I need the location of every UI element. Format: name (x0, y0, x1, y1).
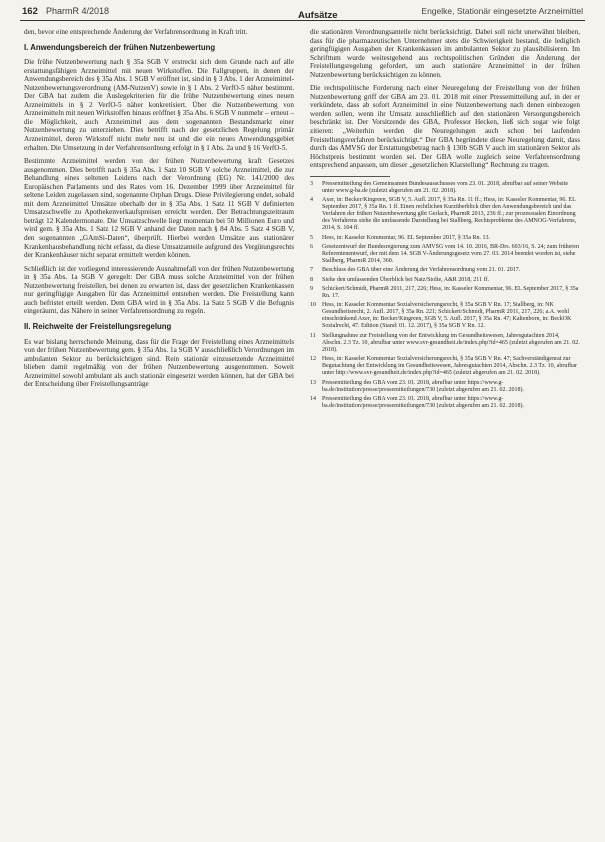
footnote-text: Pressemitteilung des GBA vom 23. 01. 2018, abrufbar unter https://www.g-ba.de/institution/presse/pressemitteilungen/730 (zuletzt abgerufen am 21. 02. 2018). (322, 396, 524, 410)
footnote (310, 267, 580, 274)
footnote (310, 380, 580, 394)
footnote-number: 4 (310, 197, 313, 204)
section-heading: I. Anwendungsbereich der frühen Nutzenbewertung (24, 42, 216, 52)
footnote (310, 286, 580, 300)
page-number: 162 (22, 6, 38, 17)
footnote-text: Beschluss des GBA über eine Änderung der Verfahrensordnung vom 21. 01. 2017. (322, 267, 521, 274)
footnote-number: 9 (310, 286, 313, 293)
footnote-number: 10 (310, 302, 316, 309)
paragraph: Die frühe Nutzenbewertung nach § 35a SGB V erstreckt sich dem Grunde nach auf alle erstattungsfähigen Arzneimittel mit neuen Wirkstoffen. Die Fallgruppen, in denen der Anwendungsbereich des § 35a Abs. 1 SGB V eröffnet ist, sind in § 3 Abs. 1 der Arzneimittel-Nutzenbewertungsverordnung (AM-NutzenV) sowie in § 1 Abs. 2 VerfO-5 näher bestimmt. Der GBA hat zudem die Auslegekriterien für die frühe Nutzenbewertung eines neuen Arzneimittels in § 2 VerfO-5 näher konkretisiert. Über die Nutzenbewertung von Arzneimitteln mit neuen Wirkstoffen hinaus eröffnet § 35a Abs. 6 SGB V nunmehr – erneut – die Möglichkeit, auch Arzneimittel aus dem sogenannten Bestandsmarkt einer Nutzenbewertung zu unterziehen. Dies betrifft nach der gesetzlichen Regelung primär Arzneimittel, deren Wirkstoff nicht mehr neu ist und die ein neues Anwendungsgebiet erhalten. Die Umsetzung in der Verfahrensordnung erfolgt in § 1 Abs. 2a und § 16 VerfO-5. (24, 58, 294, 152)
footnote (310, 396, 580, 410)
journal-name: PharmR 4/2018 (46, 6, 110, 16)
section-title: Aufsätze (298, 10, 338, 21)
footnote (310, 244, 580, 265)
paragraph: Es war bislang herrschende Meinung, dass für die Frage der Freistellung eines Arzneimittels von der frühen Nutzenbewertung gem. § 35a Abs. 1a SGB V ausschließlich Verordnungen im ambulanten Sektor zu berücksichtigen sind. Rein stationär einzusetzende Arzneimittel blieben damit regelmäßig von der frühen Nutzenbewertung ausgenommen. Soweit Arzneimittel sowohl ambulant als auch stationär eingesetzt werden können, hat der GBA bei der Entscheidung über Freistellungsanträge (24, 337, 294, 389)
header-rule (20, 20, 585, 21)
footnote-text: Pressemitteilung des Gemeinsamen Bundesausschusses vom 23. 01. 2018, abrufbar auf seiner Website unter www.g-ba.de (zuletzt abgerufen am 21. 02. 2018). (322, 180, 569, 194)
footnote (310, 235, 580, 242)
footnote (310, 181, 580, 195)
footnote-number: 13 (310, 379, 316, 386)
paragraph: die stationären Verordnungsanteile nicht berücksichtigt. Dabei soll nicht unerwähnt bleiben, dass für die pharmazeutischen Unternehmer stets die Schwierigkeit bestand, die lediglich geringfügigen Ausgaben der Krankenkassen im ambulanten Sektor zu plausibilisieren. Im Schrifttum wurde weitestgehend aus rechtspolitischen Gründen die Änderung der Freistellungsregelung gefordert, um auch stationäre Arzneimittel in der frühen Nutzenbewertung berücksichtigen zu können. (310, 28, 580, 79)
footnote-text: Axer, in: Becker/Kingreen, SGB V, 5. Aufl. 2017, § 35a Rn. 11 ff.; Hess, in: Kasseler Kommentar, 96. EL September 2017, § 35a Rn. 1 ff. Einen rechtlichen Kurzüberblick über den Anwendungsbereich und das Verfahren der frühen Nutzenbewertung gibt Gerlach, PharmR 2013, 236 ff.; zur prozessualen Einordnung des Verfahrens siehe die umfassende Darstellung bei Stallberg, Rechtsprobleme des AMNOG-Verfahrens, 2014, S. 104 ff. (322, 197, 577, 232)
article-running-title: Engelke, Stationär eingesetzte Arzneimittel (421, 6, 583, 16)
footnote-number: 11 (310, 332, 316, 339)
left-column (24, 28, 294, 394)
footnote-text: Siehe den umfassenden Überblick bei Natz/Stolte, A&R 2018, 211 ff. (322, 276, 489, 283)
footnote-list (310, 181, 580, 410)
paragraph: den, bevor eine entsprechende Änderung der Verfahrensordnung in Kraft tritt. (24, 28, 248, 36)
footnote (310, 356, 580, 377)
footnote (310, 277, 580, 284)
footnote (310, 333, 580, 354)
footnote (310, 197, 580, 232)
footnote-text: Stellungnahme zur Freistellung von der Entwicklung im Gesundheitswesen, Jahresgutachten 2014, Abschn. 2.3 Tz. 10, abrufbar unter www.svr-gesundheit.de/index.php?id=465 (zuletzt abgerufen am 21. 02. 2018). (322, 332, 580, 353)
footnote-text: Hess, in: Kasseler Kommentar Sozialversicherungsrecht, § 35a SGB V Rn. 47; Sachverständigenrat zur Begutachtung der Entwicklung im Gesundheitswesen, Jahresgutachten 2014, Abschn. 2.3 Tz. 10, abrufbar unter http://www.svr-gesundheit.de/index.php?id=465 (zuletzt abgerufen am 21. 02. 2018). (322, 356, 577, 377)
footnote-number: 14 (310, 396, 316, 403)
footnote-number: 6 (310, 243, 313, 250)
section-heading: II. Reichweite der Freistellungsregelung (24, 321, 172, 331)
footnote-number: 7 (310, 267, 313, 274)
footnote-text: Pressemitteilung des GBA vom 23. 01. 2018, abrufbar unter https://www.g-ba.de/institution/presse/pressemitteilungen/730 (zuletzt abgerufen am 21. 02. 2018). (322, 379, 524, 393)
paragraph: Bestimmte Arzneimittel werden von der frühen Nutzenbewertung kraft Gesetzes ausgenommen. Dies betrifft nach § 35a Abs. 1 Satz 10 SGB V solche Arzneimittel, die zur Behandlung eines seltenen Leidens nach der Verordnung (EG) Nr. 141/2000 des Europäischen Parlaments und des Rates vom 16. Dezember 1999 über Arzneimittel für seltene Leiden zugelassen sind, sogenannte Orphan Drugs. Diese Privilegierung endet, sobald mit dem Arzneimittel Umsätze oberhalb der in § 35a Abs. 1 Satz 11 SGB V definierten Umsatzschwelle zu Apothekenverkaufspreisen erreicht werden. Der Betrachtungszeitraum beträgt 12 Kalendermonate. Die Umsatzschwelle liegt momentan bei 50 Millionen Euro und wird gem. § 35a Abs. 1 Satz 12 SGB V anhand der Daten nach § 84 Abs. 5 Satz 4 SGB V, den sogenannten „GAmSi-Daten“, überprüft. Hierbei werden Umsätze aus stationärer Krankenhausbehandlung nicht erfasst, da diese Umsatzanteile aufgrund des Vergütungsrechts der Krankenhäuser nicht separat ermittelt werden können. (24, 157, 294, 260)
paragraph: Die rechtspolitische Forderung nach einer Neuregelung der Freistellung von der frühen Nutzenbewertung griff der GBA am 23. 01. 2018 mit einer Pressemitteilung auf, in der er verkündete, dass ab sofort Arzneimittel in eine Nutzenbewertung nach denen einbezogen werden sollen, wenn ihr Umsatz ausschließlich auf den stationären Versorgungsbereich beschränkt ist. Der Vorsitzende des GBA, Professor Hecken, ließ sich sogar wie folgt zitieren: „Weiterhin werden die Neuregelungen auch schon bei laufenden Freistellungsverfahren berücksichtigt.“ Der GBA begründete diese Neuregelung damit, dass durch das AMVSG der Erstattungsbetrag nach § 130b SGB V auch im stationären Sektor als Höchstpreis bestimmt worden sei. Der GBA wolle zugleich seine Verfahrensordnung entsprechend anpassen, um dieser „gesetzlichen Klarstellung“ Rechnung zu tragen. (310, 84, 580, 170)
footnote-number: 12 (310, 356, 316, 363)
footnote-text: Hess, in: Kasseler Kommentar Sozialversicherungsrecht, § 35a SGB V Rn. 17; Stallberg, in: NK Gesundheitsrecht, 2. Aufl. 2017, § 35a Rn. 221; Schickert/Schmidt, PharmR 2011, 217, 226; a.A. wohl einschränkend Axer, in: Becker/Kingreen, SGB V, 5. Aufl. 2017, § 35a Rn. 47; Kaltenborn, in: BeckOK Sozialrecht, 47. Edition (Stand: 01. 12. 2017), § 35a SGB V Rn. 12. (322, 302, 572, 330)
footnote-number: 3 (310, 180, 313, 187)
paragraph: Schließlich ist der vorliegend interessierende Ausnahmefall von der frühen Nutzenbewertung in § 35a Abs. 1a SGB V geregelt: Der GBA muss solche Arzneimittel von der frühen Nutzenbewertung freistellen, bei denen zu erwarten ist, dass der gesetzlichen Krankenkassen nur geringfügige Ausgaben für das Arzneimittel entstehen werden. Die Freistellung kann auch befristet erteilt werden. Dem GBA wird in § 35a Abs. 1a Satz 5 SGB V die Befugnis eingeräumt, das Nähere in seiner Verfahrensordnung zu regeln. (24, 264, 294, 316)
footnote-text: Gesetzentwurf der Bundesregierung zum AMVSG vom 14. 10. 2016, BR-Drs. 603/16, S. 24; zum früheren Referentenentwurf, der mit dem 14. SGB V-Änderungsgesetz vom 27. 03. 2014 beendet worden ist, siehe Stallberg, PharmR 2014, 360. (322, 243, 579, 264)
footnote-text: Hess, in: Kasseler Kommentar, 96. EL September 2017, § 35a Rn. 13. (322, 234, 491, 241)
footnote-text: Schickert/Schmidt, PharmR 2011, 217, 226; Hess, in: Kasseler Kommentar, 96. EL September 2017, § 35a Rn. 17. (322, 286, 579, 300)
right-column (310, 28, 580, 412)
page-header (0, 0, 605, 30)
footnote (310, 302, 580, 330)
footnote-rule (310, 176, 390, 177)
footnote-number: 5 (310, 234, 313, 241)
footnote-number: 8 (310, 276, 313, 283)
